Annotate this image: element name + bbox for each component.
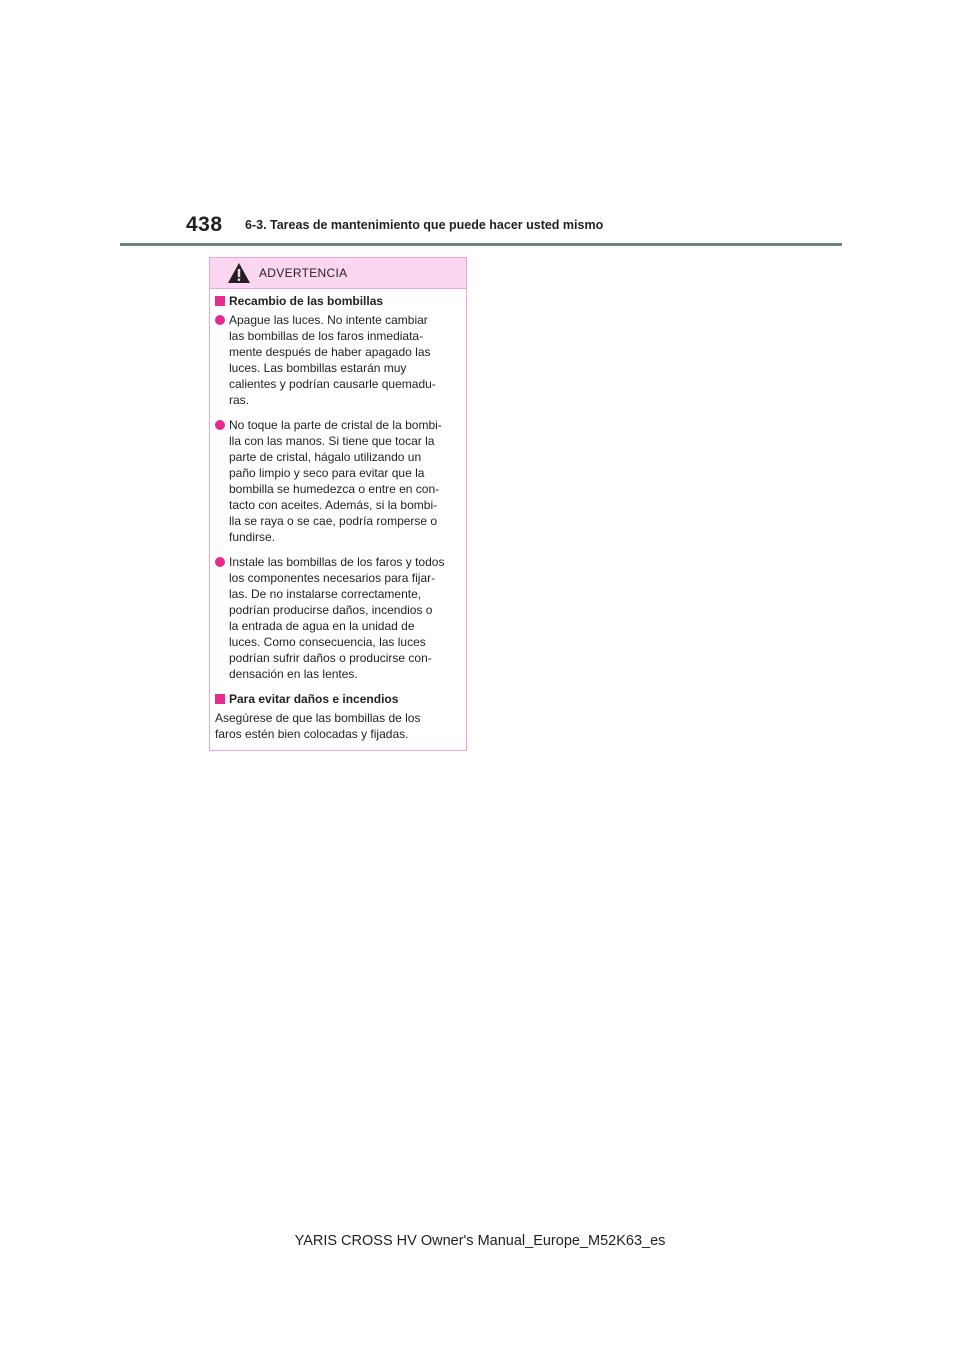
warning-body	[210, 289, 466, 742]
bullet-item	[215, 417, 460, 545]
sub-heading	[215, 691, 460, 707]
paragraph: Asegúrese de que las bombillas de los faros estén bien colocadas y fijadas.	[215, 711, 421, 741]
warning-title: ADVERTENCIA	[259, 266, 348, 280]
circle-bullet-icon	[215, 420, 225, 430]
sub-heading-text: Recambio de las bombillas	[229, 294, 384, 308]
sub-heading	[215, 293, 460, 309]
warning-box	[209, 257, 467, 751]
bullet-text: No toque la parte de cristal de la bombi- lla con las manos. Si tiene que tocar la parte de cristal, hágalo utilizando un paño limpio y seco para evitar que la bombilla se humedezca o entre en con- tacto con aceites. Además, si la bombi- lla se raya o se cae, podría romperse o fundirse.	[229, 418, 442, 544]
warning-header	[210, 258, 466, 289]
bullet-item	[215, 312, 460, 408]
page-number: 438	[186, 213, 223, 236]
square-bullet-icon	[215, 296, 225, 306]
circle-bullet-icon	[215, 557, 225, 567]
square-bullet-icon	[215, 694, 225, 704]
warning-triangle-icon	[227, 262, 251, 284]
footer-text: YARIS CROSS HV Owner's Manual_Europe_M52K63_es	[294, 1233, 666, 1249]
header-rule	[120, 243, 842, 246]
section-title: 6-3. Tareas de mantenimiento que puede hacer usted mismo	[245, 218, 604, 232]
bullet-item	[215, 554, 460, 682]
bullet-text: Instale las bombillas de los faros y todos los componentes necesarios para fijar- las. De no instalarse correctamente, podrían producirse daños, incendios o la entrada de agua en la unidad de luces. Como consecuencia, las luces podrían sufrir daños o producirse con- densación en las lentes.	[229, 555, 445, 681]
bullet-text: Apague las luces. No intente cambiar las bombillas de los faros inmediata- mente después de haber apagado las luces. Las bombillas estarán muy calientes y podrían causarle quemadu- ras.	[229, 313, 436, 407]
circle-bullet-icon	[215, 315, 225, 325]
sub-heading-text: Para evitar daños e incendios	[229, 692, 399, 706]
